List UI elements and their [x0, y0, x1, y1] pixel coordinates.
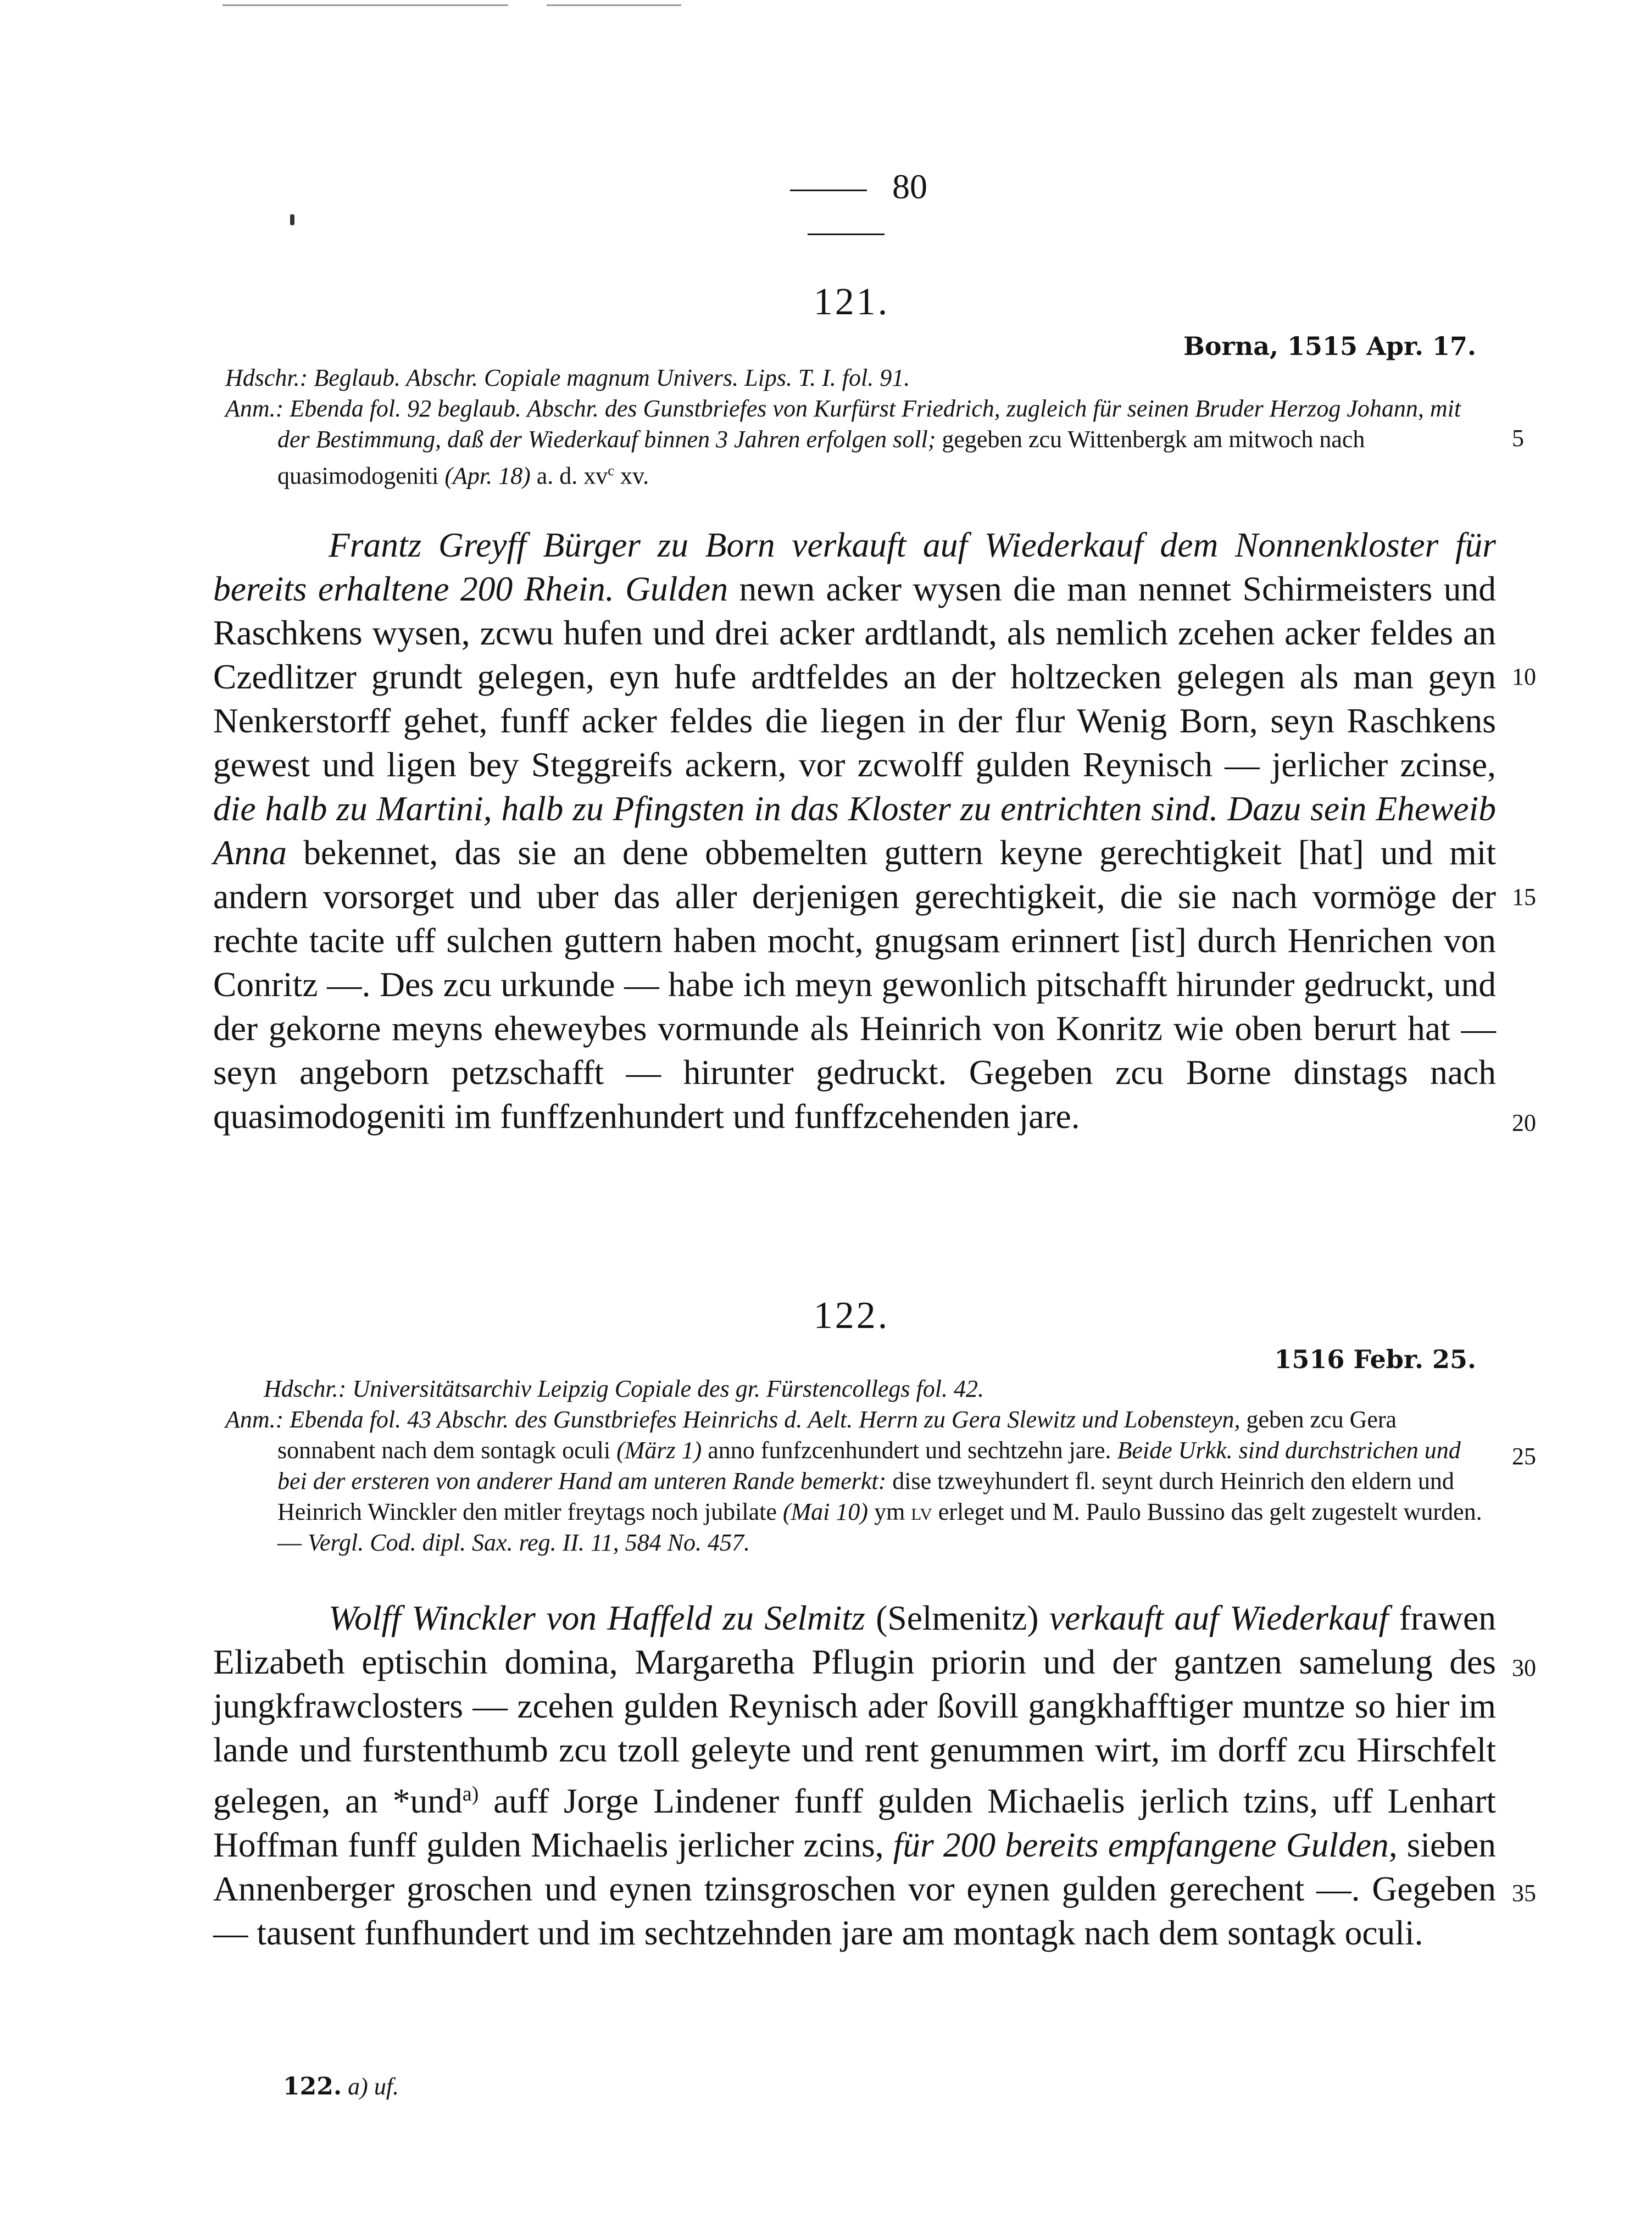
document-date: Borna, 1515 Apr. 17. [1183, 331, 1476, 361]
line-number: 15 [1512, 883, 1536, 910]
page-number: 80 [892, 167, 927, 206]
source-text: geben zcu Gera sonnabent nach dem sontagk oculi [277, 1406, 1397, 1464]
scan-edge-line [547, 4, 681, 6]
document-number: 121. [813, 281, 890, 323]
footnote-ref: 122. [283, 2072, 342, 2100]
source-text: ym [868, 1498, 911, 1525]
editorial-italic-text: für 200 bereits empfangene Gulden, [893, 1825, 1398, 1865]
document-date: 1516 Febr. 25. [1274, 1344, 1476, 1374]
editorial-italic-text: (März 1) [616, 1437, 702, 1464]
editorial-italic-text: (Apr. 18) [444, 462, 531, 490]
annotation-note [225, 1404, 1489, 1558]
annotation-note [225, 393, 1489, 492]
editorial-italic-text: Anm.: Ebenda fol. 92 beglaub. Abschr. des Gunstbriefes von Kurfürst Friedrich, zugleich für seinen Bruder Herzog Johann, mit der Bestimmung, daß der Wiederkauf binnen 3 Jahren erfolgen soll; [225, 395, 1461, 453]
editorial-italic-text: Vergl. Cod. dipl. Sax. reg. II. 11, 584 No. 457. [308, 1529, 750, 1556]
line-number: 30 [1512, 1654, 1536, 1681]
source-text: sieben Annenberger groschen und eynen tzinsgroschen vor eynen gulden gerechent —. Gegeben — tausent funfhundert und im sechtzehnden jare am montagk nach dem sontagk oculi. [213, 1825, 1496, 1953]
line-number: 25 [1512, 1443, 1536, 1470]
editorial-italic-text: Wolff Winckler von Haffeld zu Selmitz [329, 1598, 865, 1637]
manuscript-note [225, 1374, 1489, 1404]
body-paragraph [213, 1596, 1496, 1955]
source-text: a) [462, 1782, 479, 1805]
source-text: bekennet, das sie an dene obbemelten guttern keyne gerechtigkeit [hat] und mit andern vorsorget und uber das aller derjenigen gerechtigkeit, die sie nach vormöge der rechte tacite uff sulchen guttern haben mocht, gnugsam erinnert [ist] durch Henrichen von Conritz —. Des zcu urkunde — habe ich meyn gewonlich pitschafft hirunder gedruckt, und der gekorne meyns eheweybes vormunde als Heinrich von Konritz wie oben berurt hat — seyn angeborn petzschafft — hirunter gedruckt. Gegeben zcu Borne dinstags nach quasimodogeniti im funffzenhundert und funffzcehenden jare. [213, 833, 1496, 1136]
source-text: erleget und M. Paulo Bussino das gelt zugestelt wurden. — [277, 1498, 1482, 1556]
source-text: dise tzweyhundert fl. seynt durch Heinrich den eldern und Heinrich Winckler den mitler freytags noch jubilate [277, 1468, 1454, 1525]
source-text: (Selmenitz) [865, 1598, 1049, 1637]
editorial-italic-text: die halb zu Martini, halb zu Pfingsten in das Kloster zu entrichten sind. Dazu sein Eheweib Anna [213, 789, 1496, 872]
header-dash-right [808, 234, 885, 235]
editorial-italic-text: Hdschr.: Beglaub. Abschr. Copiale magnum Univers. Lips. T. I. fol. 91. [225, 364, 910, 391]
editorial-italic-text: Anm.: Ebenda fol. 43 Abschr. des Gunstbriefes Heinrichs d. Aelt. Herrn zu Gera Slewitz und Lobensteyn, [225, 1406, 1241, 1433]
header-dash-left [790, 190, 867, 191]
source-text: lv [911, 1498, 932, 1525]
document-body [213, 1596, 1496, 1955]
editorial-italic-text: (Mai 10) [782, 1498, 869, 1525]
editorial-italic-text: Hdschr.: Universitätsarchiv Leipzig Copiale des gr. Fürstencollegs fol. 42. [264, 1375, 984, 1402]
source-text: xv. [614, 462, 649, 490]
editorial-italic-text: Frantz Greyff Bürger zu Born verkauft auf Wiederkauf dem Nonnenkloster für bereits erhaltene 200 Rhein. Gulden [213, 525, 1496, 608]
footnote [283, 2070, 399, 2103]
line-number: 35 [1512, 1880, 1536, 1907]
source-text: auff Jorge Lindener funff gulden Michaelis jerlich tzins, uff Lenhart Hoffman funff gulden Michaelis jerlicher zcins, [213, 1781, 1496, 1865]
footnote-text: a) uf. [348, 2073, 399, 2100]
editorial-italic-text: verkauft auf Wiederkauf [1049, 1598, 1389, 1637]
source-text: gegeben zcu Wittenbergk am mitwoch nach quasimodogeniti [277, 426, 1365, 490]
source-text: c [608, 462, 614, 479]
line-number: 20 [1512, 1109, 1536, 1136]
critical-apparatus [225, 363, 1489, 492]
manuscript-note [225, 363, 1489, 393]
line-number: 10 [1512, 663, 1536, 690]
editorial-italic-text: Beide Urkk. sind durchstrichen und bei der ersteren von anderer Hand am unteren Rande bemerkt: [277, 1437, 1461, 1494]
source-text: anno funfzcenhundert und sechtzehn jare. [702, 1437, 1117, 1464]
line-number: 5 [1512, 425, 1524, 452]
scan-edge-line [223, 4, 508, 6]
source-text: a. d. xv [530, 462, 608, 490]
critical-apparatus [225, 1374, 1489, 1558]
page-header [709, 165, 983, 253]
source-text: frawen Elizabeth eptischin domina, Margaretha Pflugin priorin und der gantzen samelung des jungkfrawclosters — zcehen gulden Reynisch ader ßovill gangkhafftiger muntze so hier im lande und furstenthumb zcu tzoll geleyte und rent genummen wirt, im dorff zcu Hirschfelt gelegen, an *und [213, 1598, 1496, 1821]
source-text: newn acker wysen die man nennet Schirmeisters und Raschkens wysen, zcwu hufen und drei acker ardtlandt, als nemlich zcehen acker feldes an Czedlitzer grundt gelegen, eyn hufe ardtfeldes an der holtzecken gelegen als man geyn Nenkerstorff gehet, funff acker feldes die liegen in der flur Wenig Born, seyn Raschkens gewest und ligen bey Steggreifs ackern, vor zcwolff gulden Reynisch — jerlicher zcinse, [213, 569, 1496, 784]
body-paragraph [213, 523, 1496, 1138]
scan-speck [290, 214, 294, 225]
document-body [213, 523, 1496, 1138]
document-number: 122. [813, 1294, 890, 1337]
